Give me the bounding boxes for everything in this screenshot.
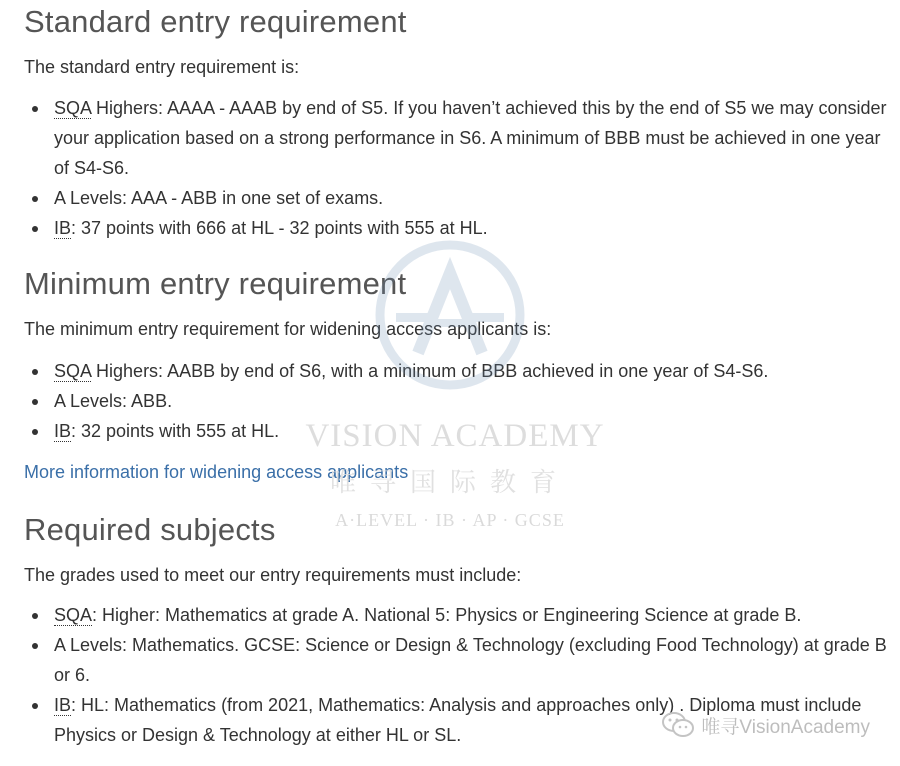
list-item-text: A Levels: ABB. <box>54 391 173 411</box>
list-item-a-levels <box>54 183 894 213</box>
list-item-text: : 37 points with 666 at HL - 32 points with 555 at HL. <box>71 218 488 238</box>
ib-abbreviation[interactable]: IB <box>54 218 72 238</box>
list-item-text: Highers: AABB by end of S6, with a minimum of BBB achieved in one year of S4-S6. <box>91 361 769 381</box>
ib-abbreviation[interactable]: IB <box>54 421 72 441</box>
sqa-abbreviation[interactable]: SQA <box>54 98 92 118</box>
list-item-text: : Higher: Mathematics at grade A. National 5: Physics or Engineering Science at grade B. <box>92 605 802 625</box>
list-item-a-levels <box>54 630 894 690</box>
list-item-a-levels <box>54 386 894 416</box>
list-item-ib <box>54 416 894 446</box>
standard-entry-heading: Standard entry requirement <box>24 4 407 39</box>
list-item-ib <box>54 213 894 243</box>
wechat-icon <box>661 710 695 740</box>
wechat-account-name: 唯寻VisionAcademy <box>701 716 870 738</box>
sqa-abbreviation[interactable]: SQA <box>54 361 92 381</box>
list-item-sqa <box>54 93 894 183</box>
minimum-entry-heading: Minimum entry requirement <box>24 266 407 301</box>
list-item-text: Highers: AAAA - AAAB by end of S5. If you haven’t achieved this by the end of S5 we may consider your application based on a strong performance in S6. A minimum of BBB must be achieved in one year of S4-S6. <box>54 98 887 178</box>
watermark-subjects: A·LEVEL · IB · AP · GCSE <box>335 510 565 530</box>
required-subjects-heading: Required subjects <box>24 512 276 547</box>
wechat-watermark <box>661 710 870 740</box>
ib-abbreviation[interactable]: IB <box>54 695 72 715</box>
list-item-text: : HL: Mathematics (from 2021, Mathematics: Analysis and approaches only) . Diploma must include Physics or Design & Technology at either HL or SL. <box>54 695 862 745</box>
sqa-abbreviation[interactable]: SQA <box>54 605 93 625</box>
required-subjects-intro: The grades used to meet our entry requirements must include: <box>24 565 522 585</box>
list-item-text: A Levels: AAA - ABB in one set of exams. <box>54 188 384 208</box>
list-item-sqa <box>54 600 894 630</box>
minimum-entry-list <box>24 356 894 446</box>
list-item-text: : 32 points with 555 at HL. <box>71 421 280 441</box>
list-item-sqa <box>54 356 894 386</box>
widening-access-info-link[interactable]: More information for widening access applicants <box>24 462 409 482</box>
standard-entry-list <box>24 93 894 243</box>
list-item-text: A Levels: Mathematics. GCSE: Science or Design & Technology (excluding Food Technology) at grade B or 6. <box>54 635 887 685</box>
standard-entry-intro: The standard entry requirement is: <box>24 57 300 77</box>
watermark-chinese-name: 唯寻国际教育 <box>329 468 570 498</box>
minimum-entry-intro: The minimum entry requirement for widening access applicants is: <box>24 319 552 339</box>
watermark-brand-name: VISION ACADEMY <box>305 418 605 454</box>
